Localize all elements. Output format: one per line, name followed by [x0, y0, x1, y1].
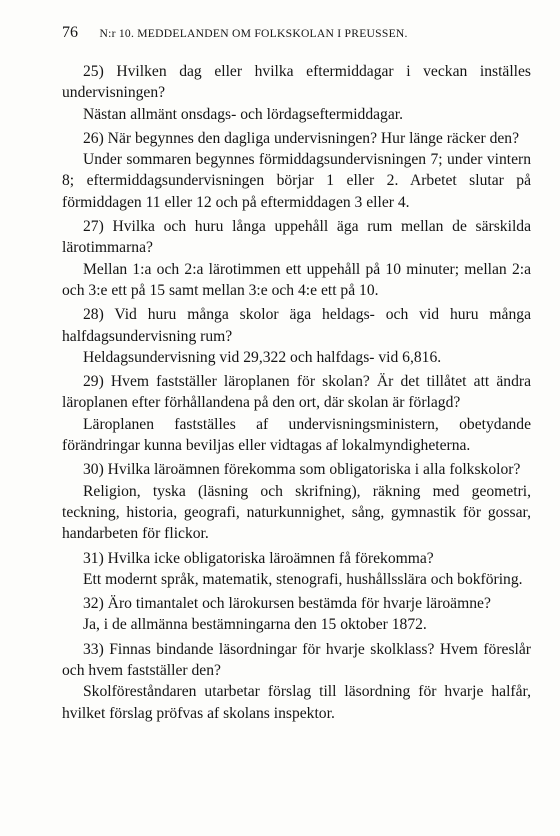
- question-29: 29) Hvem fastställer läroplanen för skolan? Är det tillåtet att ändra läroplanen efter förhållandena på den ort, där skolan är förlagd?: [62, 373, 531, 412]
- question-27: 27) Hvilka och huru långa uppehåll äga rum mellan de särskilda lärotimmarna?: [62, 218, 531, 257]
- answer-32: Ja, i de allmänna bestämningarna den 15 oktober 1872.: [83, 616, 427, 634]
- question-33: 33) Finnas bindande läsordningar för hvarje skolklass? Hvem föreslår och hvem fastställer den?: [62, 640, 531, 680]
- question-32: 32) Äro timantalet och lärokursen bestämda för hvarje läroämne?: [83, 595, 491, 613]
- answer-25: Nästan allmänt onsdags- och lördagseftermiddagar.: [83, 105, 404, 123]
- answer-29: Läroplanen fastställes af undervisningsministern, obetydande förändringar kunna beviljas eller vidtagas af lokalmyndigheterna.: [62, 415, 531, 455]
- page-number: 76: [62, 24, 78, 41]
- answer-28: Heldagsundervisning vid 29,322 och halfdags- vid 6,816.: [83, 348, 442, 366]
- question-30: 30) Hvilka läroämnen förekomma som obligatoriska i alla folkskolor?: [83, 461, 521, 479]
- answer-30: Religion, tyska (läsning och skrifning), räkning med geometri, teckning, historia, geografi, naturkunnighet, sång, gymnastik för gossar, handarbeten för flickor.: [62, 482, 531, 543]
- running-title: N:r 10. MEDDELANDEN OM FOLKSKOLAN I PREUSSEN.: [99, 27, 408, 40]
- question-26: 26) När begynnes den dagliga undervisningen? Hur länge räcker den?: [83, 129, 520, 147]
- page-body: [62, 58, 531, 724]
- answer-27: Mellan 1:a och 2:a lärotimmen ett uppehåll på 10 minuter; mellan 2:a och 3:e ett på 15 samt mellan 3:e och 4:e ett på 10.: [62, 260, 531, 299]
- answer-31: Ett modernt språk, matematik, stenografi, hushållsslära och bokföring.: [83, 570, 523, 588]
- question-25: 25) Hvilken dag eller hvilka eftermiddagar i veckan inställes undervisningen?: [62, 63, 531, 102]
- question-31: 31) Hvilka icke obligatoriska läroämnen få förekomma?: [83, 549, 434, 567]
- answer-33: Skolföreståndaren utarbetar förslag till läsordning för hvarje halfår, hvilket förslag pröfvas af skolans inspektor.: [62, 683, 531, 722]
- answer-26: Under sommaren begynnes förmiddagsundervisningen 7; under vintern 8; eftermiddagsundervisningen börjar 1 eller 2. Arbetet slutar på förmiddagen 11 eller 12 och på eftermiddagen 3 eller 4.: [62, 151, 531, 211]
- running-header: [62, 24, 532, 42]
- question-28: 28) Vid huru många skolor äga heldags- och vid huru många halfdagsundervisning rum?: [62, 306, 531, 345]
